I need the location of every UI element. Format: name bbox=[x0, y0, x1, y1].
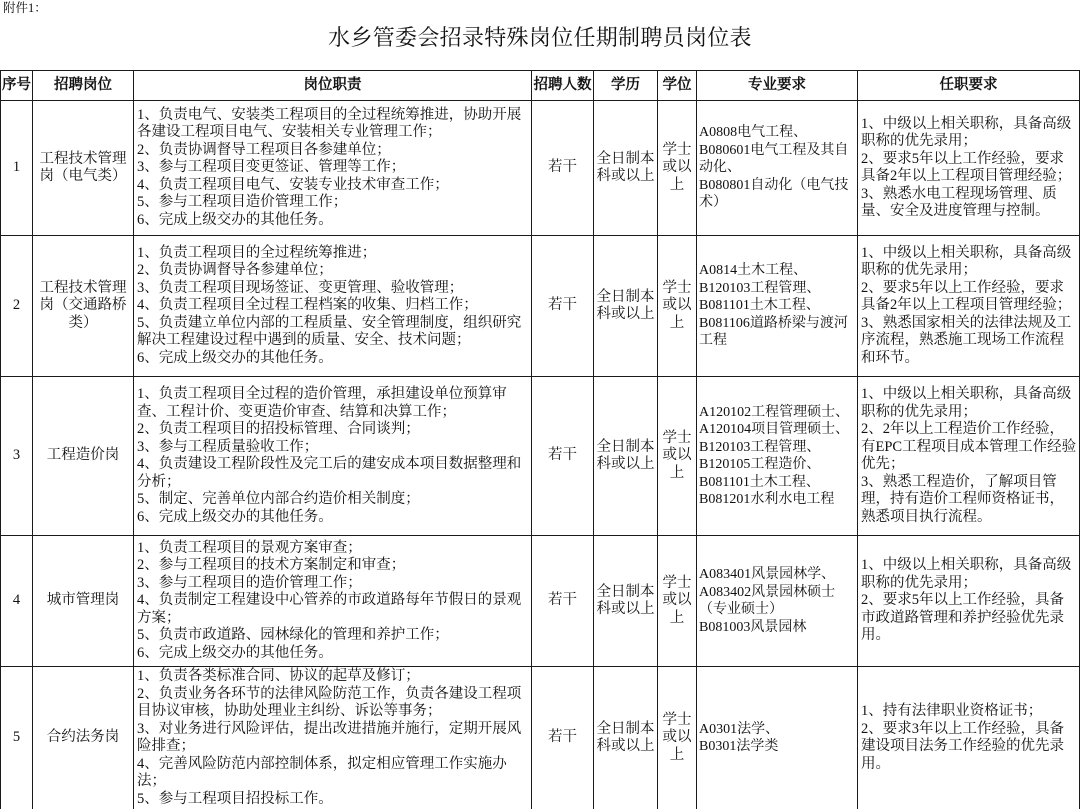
duty-item: 1、负责各类标准合同、协议的起草及修订； bbox=[137, 668, 420, 684]
major-item: B081101土木工程、 bbox=[699, 474, 820, 490]
duty-item: 4、负责建设工程阶段性及完工后的建安成本项目数据整理和分析； bbox=[137, 456, 522, 490]
duty-item: 6、完成上级交办的其他任务。 bbox=[137, 349, 333, 366]
major-item: A120102工程管理硕士、 bbox=[699, 404, 850, 420]
requirements-cell bbox=[858, 236, 1080, 377]
majors-cell bbox=[697, 101, 858, 236]
duty-item: 2、负责工程项目的招投标管理、合同谈判； bbox=[137, 421, 420, 437]
major-item: A083402风景园林硕士（专业硕士） bbox=[699, 584, 836, 617]
headcount-cell bbox=[532, 101, 594, 236]
duty-item: 1、负责电气、安装类工程项目的全过程统筹推进，协助开展各建设工程项目电气、安装相关专业管理工作； bbox=[137, 106, 522, 141]
education: 全日制本科或以上 bbox=[596, 720, 655, 754]
duty-item: 6、完成上级交办的其他任务。 bbox=[137, 644, 333, 661]
major-item: B120103工程管理、 bbox=[699, 280, 821, 296]
duty-item: 5、负责建立单位内部的工程质量、安全管理制度，组织研究解决工程建设过程中遇到的质量、安全、技术问题； bbox=[137, 314, 522, 349]
duty-item: 3、参与工程项目变更签证、管理等工作； bbox=[137, 159, 406, 176]
table-row bbox=[0, 377, 1080, 536]
duty-item: 5、参与工程项目招投标工作。 bbox=[137, 790, 333, 807]
headcount: 若干 bbox=[548, 729, 577, 746]
header-position: 招聘岗位 bbox=[33, 70, 134, 101]
duty-item: 5、负责市政道路、园林绿化的管理和养护工作； bbox=[137, 627, 449, 644]
degree: 学士或以上 bbox=[662, 574, 692, 626]
table-row bbox=[0, 667, 1080, 809]
table-row bbox=[0, 101, 1080, 236]
majors-cell bbox=[697, 536, 858, 667]
major-item: A120104项目管理硕士、 bbox=[699, 422, 850, 437]
attachment-label: 附件1： bbox=[3, 1, 47, 15]
serial-number: 2 bbox=[12, 297, 21, 314]
serial-number: 1 bbox=[12, 159, 21, 176]
duty-item: 1、负责工程项目的全过程统筹推进； bbox=[137, 244, 377, 261]
requirement-item: 2、要求5年以上工作经验，要求具备2年以上工程项目管理经验； bbox=[861, 279, 1072, 314]
header-degree: 学位 bbox=[658, 70, 697, 101]
headcount: 若干 bbox=[548, 297, 577, 314]
position-name: 工程技术管理岗（电气类） bbox=[39, 150, 127, 184]
requirement-item: 2、要求3年以上工作经验，具备建设项目法务工作经验的优先录用。 bbox=[861, 720, 1064, 772]
education-cell bbox=[594, 377, 658, 536]
degree: 学士或以上 bbox=[662, 429, 692, 481]
major-item: B081201水利水电工程 bbox=[699, 492, 835, 507]
duties-cell bbox=[134, 377, 532, 536]
table-row bbox=[0, 536, 1080, 667]
headcount: 若干 bbox=[548, 159, 577, 176]
header-serial-number: 序号 bbox=[0, 70, 33, 101]
requirement-item: 3、熟悉国家相关的法律法规及工序流程，熟悉施工现场工作流程和环节。 bbox=[861, 314, 1072, 366]
major-item: B081106道路桥梁与渡河工程 bbox=[699, 315, 848, 349]
degree-cell bbox=[658, 236, 697, 377]
headcount-cell bbox=[532, 236, 594, 377]
requirement-item: 3、熟悉工程造价，了解项目管理，持有造价工程师资格证书，熟悉项目执行流程。 bbox=[861, 473, 1064, 525]
majors-cell bbox=[697, 667, 858, 809]
education: 全日制本科或以上 bbox=[596, 583, 655, 617]
duty-item: 4、完善风险防范内部控制体系，拟定相应管理工作实施办法； bbox=[137, 755, 507, 789]
position-cell bbox=[33, 667, 134, 809]
duty-item: 1、负责工程项目全过程的造价管理，承担建设单位预算审查、工程计价、变更造价审查、结算和决算工作； bbox=[137, 386, 507, 420]
requirement-item: 1、中级以上相关职称，具备高级职称的优先录用； bbox=[861, 557, 1072, 591]
position-cell bbox=[33, 101, 134, 236]
serial-number-cell bbox=[0, 377, 33, 536]
duty-item: 4、负责工程项目全过程工程档案的收集、归档工作； bbox=[137, 297, 478, 314]
header-education: 学历 bbox=[594, 70, 658, 101]
degree-cell bbox=[658, 667, 697, 809]
duty-item: 2、参与工程项目的技术方案制定和审查； bbox=[137, 557, 406, 574]
page-title: 水乡管委会招录特殊岗位任期制聘员岗位表 bbox=[328, 25, 752, 50]
serial-number-cell bbox=[0, 236, 33, 377]
major-item: B080601电气工程及其自动化、 bbox=[699, 142, 849, 176]
header-duties: 岗位职责 bbox=[134, 70, 532, 101]
headcount-cell bbox=[532, 536, 594, 667]
requirement-item: 2、2年以上工程造价工作经验，有EPC工程项目成本管理工作经验优先； bbox=[861, 421, 1077, 472]
position-name: 合约法务岗 bbox=[46, 729, 120, 746]
duty-item: 5、参与工程项目造价管理工作； bbox=[137, 194, 348, 211]
education-cell bbox=[594, 667, 658, 809]
duty-item: 3、对业务进行风险评估，提出改进措施并施行，定期开展风险排查； bbox=[137, 720, 522, 754]
requirement-item: 1、中级以上相关职称，具备高级职称的优先录用； bbox=[861, 115, 1072, 149]
degree: 学士或以上 bbox=[662, 711, 692, 763]
duty-item: 2、负责协调督导各参建单位； bbox=[137, 262, 333, 279]
education-cell bbox=[594, 101, 658, 236]
position-cell bbox=[33, 236, 134, 377]
duty-item: 3、负责工程项目现场签证、变更管理、验收管理； bbox=[137, 279, 464, 296]
requirements-cell bbox=[858, 536, 1080, 667]
major-item: A0301法学、 bbox=[699, 721, 780, 737]
position-name: 工程技术管理岗（交通路桥类） bbox=[39, 279, 127, 331]
education: 全日制本科或以上 bbox=[596, 288, 655, 322]
position-name: 城市管理岗 bbox=[46, 592, 120, 609]
serial-number-cell bbox=[0, 667, 33, 809]
requirement-item: 3、熟悉水电工程现场管理、质量、安全及进度管理与控制。 bbox=[861, 185, 1057, 219]
serial-number-cell bbox=[0, 536, 33, 667]
serial-number-cell bbox=[0, 101, 33, 236]
major-item: B120105工程造价、 bbox=[699, 457, 821, 472]
duty-item: 1、负责工程项目的景观方案审查； bbox=[137, 539, 362, 556]
headcount-cell bbox=[532, 667, 594, 809]
major-item: A0808电气工程、 bbox=[699, 125, 808, 141]
requirements-cell bbox=[858, 101, 1080, 236]
duty-item: 5、制定、完善单位内部合约造价相关制度； bbox=[137, 491, 420, 507]
position-name: 工程造价岗 bbox=[46, 447, 120, 464]
major-item: B081101土木工程、 bbox=[699, 298, 820, 314]
headcount-cell bbox=[532, 377, 594, 536]
requirements-cell bbox=[858, 377, 1080, 536]
header-majors: 专业要求 bbox=[697, 70, 858, 101]
duties-cell bbox=[134, 236, 532, 377]
duty-item: 2、负责业务各环节的法律风险防范工作，负责各建设工程项目协议审核，协助处理业主纠纷、诉讼等事务； bbox=[137, 685, 522, 719]
headcount: 若干 bbox=[548, 447, 577, 464]
requirement-item: 2、要求5年以上工作经验，具备市政道路管理和养护经验优先录用。 bbox=[861, 592, 1064, 644]
serial-number: 4 bbox=[12, 592, 21, 609]
major-item: B080801自动化（电气技术） bbox=[699, 177, 849, 211]
table-header-row bbox=[0, 70, 1080, 101]
header-requirements: 任职要求 bbox=[858, 70, 1080, 101]
requirement-item: 1、中级以上相关职称，具备高级职称的优先录用； bbox=[861, 386, 1072, 420]
positions-table bbox=[0, 70, 1080, 809]
education-cell bbox=[594, 236, 658, 377]
majors-cell bbox=[697, 377, 858, 536]
majors-cell bbox=[697, 236, 858, 377]
position-cell bbox=[33, 536, 134, 667]
degree-cell bbox=[658, 377, 697, 536]
duty-item: 6、完成上级交办的其他任务。 bbox=[137, 508, 333, 525]
duty-item: 2、负责协调督导工程项目各参建单位； bbox=[137, 141, 391, 158]
requirement-item: 2、要求5年以上工作经验，要求具备2年以上工程项目管理经验； bbox=[861, 150, 1072, 184]
table-row bbox=[0, 236, 1080, 377]
major-item: A083401风景园林学、 bbox=[699, 567, 836, 582]
degree-cell bbox=[658, 101, 697, 236]
requirements-cell bbox=[858, 667, 1080, 809]
header-headcount: 招聘人数 bbox=[532, 70, 594, 101]
major-item: B120103工程管理、 bbox=[699, 439, 821, 455]
degree-cell bbox=[658, 536, 697, 667]
duty-item: 3、参与工程质量验收工作； bbox=[137, 438, 319, 455]
duties-cell bbox=[134, 101, 532, 236]
education: 全日制本科或以上 bbox=[596, 150, 655, 184]
education-cell bbox=[594, 536, 658, 667]
duties-cell bbox=[134, 667, 532, 809]
headcount: 若干 bbox=[548, 592, 577, 609]
education: 全日制本科或以上 bbox=[596, 438, 655, 472]
duties-cell bbox=[134, 536, 532, 667]
duty-item: 3、参与工程项目的造价管理工作； bbox=[137, 574, 362, 591]
serial-number: 5 bbox=[12, 729, 21, 746]
degree: 学士或以上 bbox=[662, 279, 692, 331]
duty-item: 4、负责制定工程建设中心管养的市政道路每年节假日的景观方案； bbox=[137, 592, 522, 626]
requirement-item: 1、持有法律职业资格证书； bbox=[861, 703, 1043, 719]
duty-item: 6、完成上级交办的其他任务。 bbox=[137, 211, 333, 228]
major-item: A0814土木工程、 bbox=[699, 263, 808, 279]
position-cell bbox=[33, 377, 134, 536]
requirement-item: 1、中级以上相关职称，具备高级职称的优先录用； bbox=[861, 244, 1072, 279]
major-item: B081003风景园林 bbox=[699, 619, 807, 635]
major-item: B0301法学类 bbox=[699, 739, 779, 754]
serial-number: 3 bbox=[12, 447, 21, 464]
duty-item: 4、负责工程项目电气、安装专业技术审查工作； bbox=[137, 176, 449, 193]
degree: 学士或以上 bbox=[662, 141, 692, 193]
